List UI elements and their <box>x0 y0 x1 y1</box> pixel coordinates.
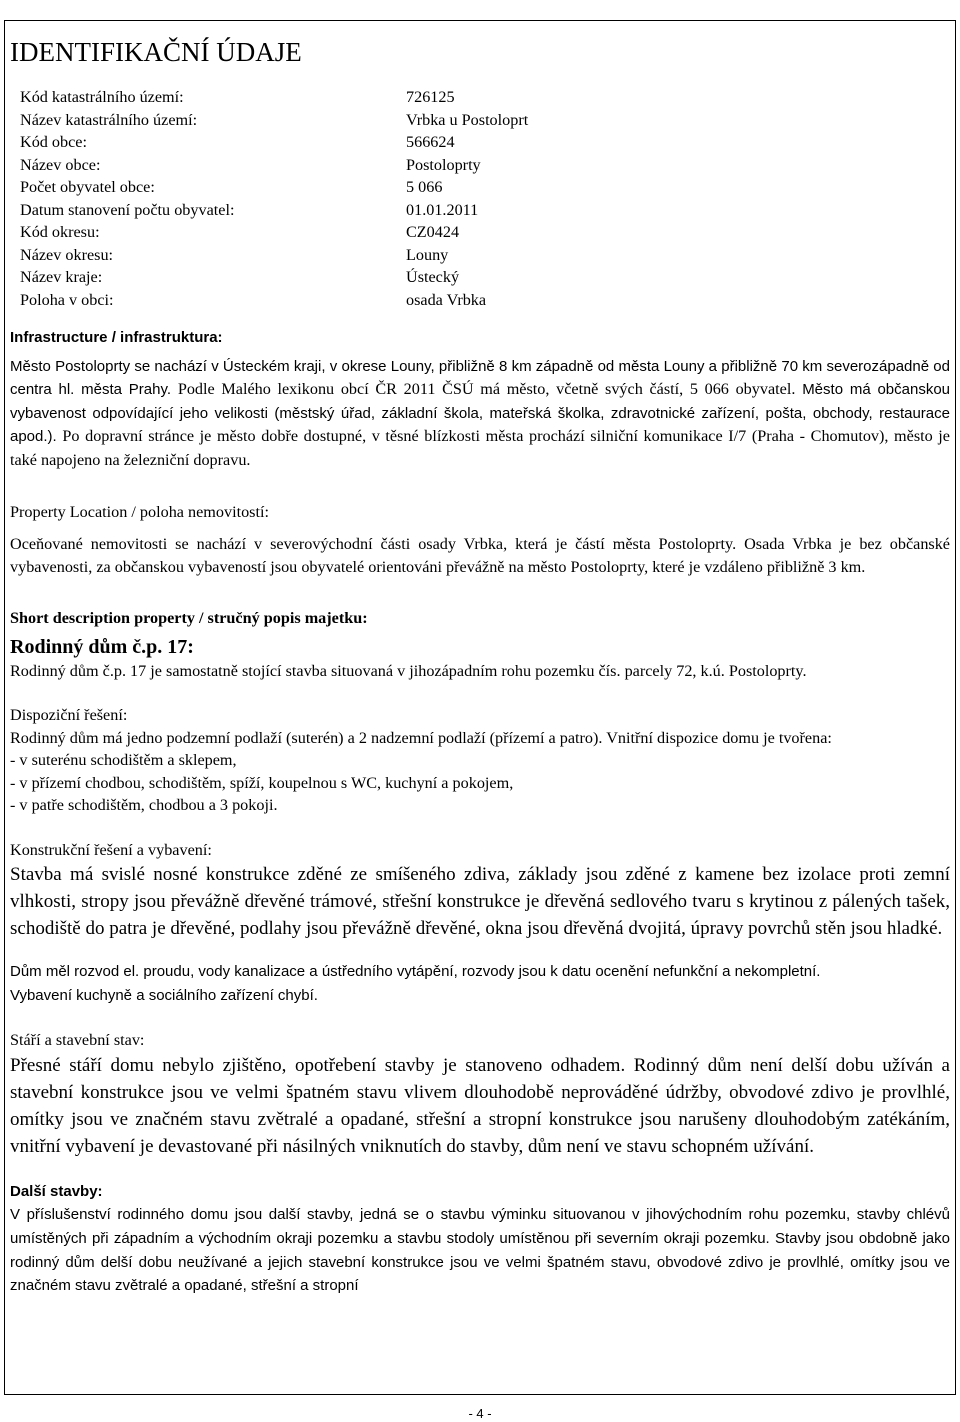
location-heading: Property Location / poloha nemovitostí: <box>10 502 269 521</box>
id-row <box>20 289 528 312</box>
id-value: osada Vrbka <box>406 290 487 309</box>
location-text: Oceňované nemovitosti se nachází v severovýchodní části osady Vrbka, která je částí města Postoloprty. Osada Vrbka je bez občanské vybavenosti, za občanskou vybaveností jsou obyvatelé orientováni převážně na město Postoloprty, které je vzdáleno přibližně 3 km. <box>10 535 950 576</box>
id-row <box>20 266 528 289</box>
id-value: CZ0424 <box>406 223 460 241</box>
utilities-text-a: Dům měl rozvod el. proudu, vody kanalizace a ústředního vytápění, rozvody jsou k datu ocenění nefunkční a nekompletní. <box>10 963 821 981</box>
id-label: Název katastrálního území: <box>20 110 198 129</box>
construction-text: Stavba má svislé nosné konstrukce zděné ze smíšeného zdiva, základy jsou zděné z kamene bez izolace proti zemní vlhkosti, stropy jsou převážně dřevěné trámové, střešní konstrukce je dřevěná sedlového tvaru s krytinou z pálených tašek, schodiště do patra je dřevěné, podlahy jsou převážně dřevěné, okna jsou dřevěná dvojitá, úpravy povrchů stěn jsou hladké. <box>10 864 950 940</box>
infrastructure-heading: Infrastructure / infrastruktura: <box>10 329 223 346</box>
disposition-list <box>10 749 950 817</box>
age-heading: Stáří a stavební stav: <box>10 1031 145 1050</box>
id-value: 01.01.2011 <box>406 200 479 219</box>
id-value: 5 066 <box>406 178 443 196</box>
identification-table <box>20 86 528 311</box>
id-value: Louny <box>406 245 449 264</box>
other-buildings-text: V příslušenství rodinného domu jsou další stavby, jedná se o stavbu výminku situovanou v jihovýchodním rohu pozemku, stavby chlévů umístěných při západním a východním okraji pozemku a stavbu stodoly umístěnou při severním okraji pozemku. Stavby jsou obdobně jako rodinný dům delší dobu neužívané a jejich stavební konstrukce jsou ve velmi špatném stavu, obvodové zdivo je provlhlé, omítky jsou ve značném stavu zvětralé a opadané, střešní a stropní <box>10 1206 950 1295</box>
infrastructure-text <box>10 355 950 473</box>
id-label: Název okresu: <box>20 245 114 264</box>
list-item: - v patře schodištěm, chodbou a 3 pokoji. <box>10 796 278 815</box>
document-title: IDENTIFIKAČNÍ ÚDAJE <box>10 37 302 67</box>
disposition-heading: Dispoziční řešení: <box>10 706 128 725</box>
list-item: - v suterénu schodištěm a sklepem, <box>10 751 237 770</box>
list-item: - v přízemí chodbou, schodištěm, spíží, koupelnou s WC, kuchyní a pokojem, <box>10 773 514 792</box>
infrastructure-text-c: Město má občanskou vybavenost odpovídající jeho velikosti (městský úřad, základní škola, mateřská školka, zdravotnické zařízení, pošta, obchody, restaurace apod.). <box>10 381 951 446</box>
id-value: Ústecký <box>406 268 460 286</box>
id-label: Datum stanovení počtu obyvatel: <box>20 200 235 219</box>
id-value: Postoloprty <box>406 155 481 174</box>
id-value: Vrbka u Postoloprt <box>406 110 529 129</box>
house-intro: Rodinný dům č.p. 17 je samostatně stojící stavba situovaná v jihozápadním rohu pozemku čís. parcely 72, k.ú. Postoloprty. <box>10 661 807 680</box>
utilities-text-b: Vybavení kuchyně a sociálního zařízení chybí. <box>10 986 318 1004</box>
document-content <box>10 32 950 1298</box>
infrastructure-text-b: Podle Malého lexikonu obcí ČR 2011 ČSÚ má město, včetně svých částí, 5 066 obyvatel. <box>177 380 796 399</box>
id-row <box>20 176 528 199</box>
construction-heading: Konstrukční řešení a vybavení: <box>10 840 212 859</box>
id-row <box>20 109 528 132</box>
id-label: Název obce: <box>20 155 101 174</box>
other-buildings-heading: Další stavby: <box>10 1182 103 1200</box>
id-label: Kód obce: <box>20 133 87 151</box>
utilities-text <box>10 960 950 1007</box>
id-label: Kód okresu: <box>20 223 100 241</box>
id-value: 726125 <box>406 88 455 106</box>
page-number: - 4 - <box>468 1406 492 1421</box>
id-label: Počet obyvatel obce: <box>20 178 155 196</box>
id-row <box>20 131 528 154</box>
infrastructure-text-d: Po dopravní stránce je město dobře dostupné, v těsné blízkosti města prochází silniční komunikace I/7 (Praha - Chomutov), město je také napojeno na železniční dopravu. <box>10 427 950 469</box>
disposition-text: Rodinný dům má jedno podzemní podlaží (suterén) a 2 nadzemní podlaží (přízemí a patro). Vnitřní dispozice domu je tvořena: <box>10 728 832 747</box>
age-text: Přesné stáří domu nebylo zjištěno, opotřebení stavby je stanoveno odhadem. Rodinný dům není delší dobu užíván a stavební konstrukce jsou ve velmi špatném stavu vlivem dlouhodobě neprováděné údržby, obvodové zdivo je provlhlé, omítky jsou ve značném stavu zvětralé a opadané, střešní a stropní konstrukce jsou narušeny dlouhodobým zatékáním, vnitřní vybavení je devastované při násilných vniknutích do stavby, dům není ve stavu schopném užívání. <box>10 1054 950 1157</box>
id-row <box>20 154 528 177</box>
description-heading: Short description property / stručný popis majetku: <box>10 609 368 628</box>
house-subheading: Rodinný dům č.p. 17: <box>10 635 194 658</box>
id-value: 566624 <box>406 133 455 151</box>
id-label: Název kraje: <box>20 268 103 286</box>
id-row <box>20 86 528 109</box>
id-label: Poloha v obci: <box>20 290 114 309</box>
id-row <box>20 221 528 244</box>
id-label: Kód katastrálního území: <box>20 88 184 106</box>
id-row <box>20 199 528 222</box>
infrastructure-text-a: Město Postoloprty se nachází v Ústeckém kraji, v okrese Louny, přibližně 8 km západně od města Louny a přibližně 70 km severozápadně od centra hl. města Prahy. <box>10 357 950 399</box>
id-row <box>20 244 528 267</box>
